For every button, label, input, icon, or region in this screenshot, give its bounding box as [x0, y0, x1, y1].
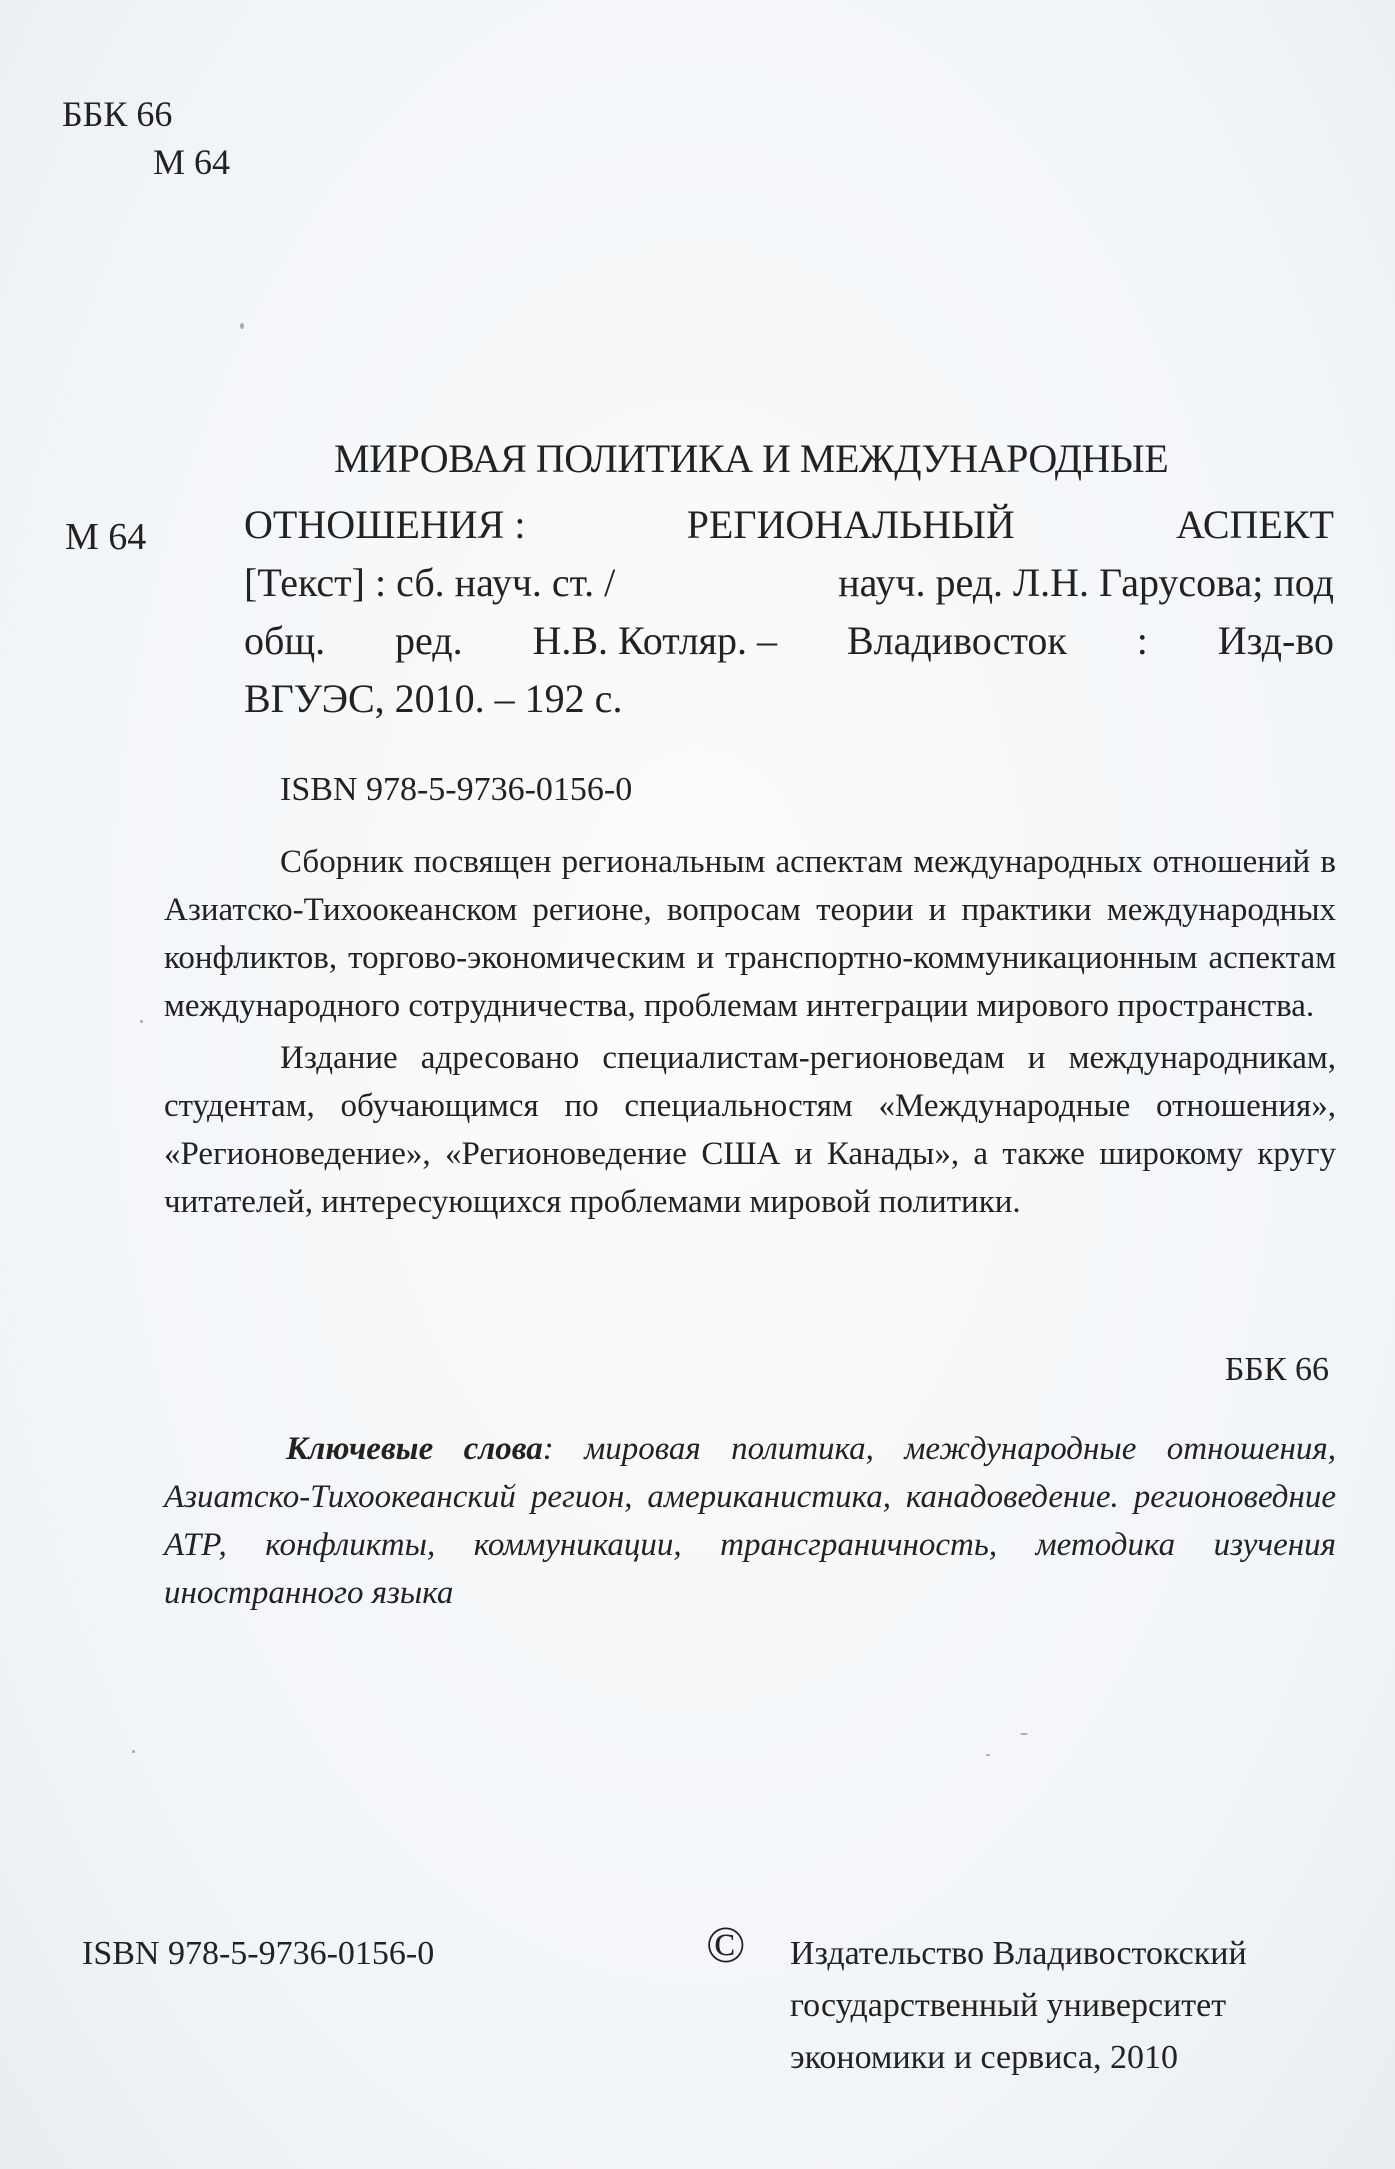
biblio-part: [Текст] : сб. науч. ст. / [244, 560, 616, 605]
title-part: АСПЕКТ [1175, 502, 1334, 547]
publisher-line-3: экономики и сервиса, 2010 [790, 2039, 1178, 2076]
keywords-label: Ключевые слова [286, 1431, 543, 1467]
bibliographic-line-3 [244, 612, 1334, 670]
scan-speck [140, 1020, 143, 1023]
annotation-paragraph-2: Издание адресовано специалистам-регионоведам и международникам, студентам, обучающимся по специальностям «Международные отношения», «Регионоведение», «Регионоведение США и Канады», а также широкому кругу читателей, интересующихся проблемами мировой политики. [164, 1040, 1336, 1220]
isbn-footer: ISBN 978-5-9736-0156-0 [82, 1935, 435, 1972]
biblio-part: ред. [395, 618, 463, 663]
publisher-line-1: Издательство Владивостокский [790, 1935, 1247, 1972]
keywords-block [164, 1425, 1336, 1617]
biblio-part: : [1136, 618, 1148, 663]
publisher-copyright [790, 1928, 1350, 2084]
title-part: РЕГИОНАЛЬНЫЙ [686, 502, 1015, 547]
annotation-paragraph-1: Сборник посвящен региональным аспектам международных отношений в Азиатско-Тихоокеанском регионе, вопросам теории и практики международных конфликтов, торгово-экономическим и транспортно-коммуникационным аспектам международного сотрудничества, проблемам интеграции мирового пространства. [164, 844, 1336, 1024]
biblio-part: Изд-во [1217, 618, 1334, 663]
book-title-line1: МИРОВАЯ ПОЛИТИКА И МЕЖДУНАРОДНЫЕ [334, 436, 1169, 481]
scan-speck [1020, 1733, 1028, 1735]
biblio-part: общ. [244, 618, 326, 663]
bibliographic-line-2 [244, 554, 1334, 612]
copyright-icon: © [706, 1917, 746, 1974]
scan-speck [240, 323, 244, 329]
isbn-entry: ISBN 978-5-9736-0156-0 [280, 771, 633, 808]
scan-speck [132, 1750, 135, 1753]
biblio-part: ВГУЭС, 2010. – 192 с. [244, 676, 623, 721]
bbk-classification-right: ББК 66 [1224, 1351, 1329, 1388]
biblio-part: науч. ред. Л.Н. Гарусова; под [838, 560, 1334, 605]
author-mark-entry: М 64 [65, 516, 147, 558]
scan-speck [986, 1754, 990, 1756]
annotation [164, 838, 1336, 1226]
bibliographic-entry [244, 496, 1334, 728]
bibliographic-line-1 [244, 496, 1334, 554]
keywords-text: : мировая политика, международные отношения, Азиатско-Тихоокеанский регион, американистика, канадоведение. регионоведние АТР, конфликты, коммуникации, трансграничность, методика изучения иностранного языка [164, 1431, 1337, 1611]
biblio-part: Владивосток [846, 618, 1067, 663]
author-mark-top: М 64 [153, 142, 231, 182]
biblio-part: Н.В. Котляр. – [532, 618, 778, 663]
bibliographic-line-4 [244, 670, 1334, 728]
bbk-classification-top: ББК 66 [62, 94, 173, 134]
publisher-line-2: государственный университет [790, 1987, 1227, 2024]
title-part: ОТНОШЕНИЯ : [244, 502, 526, 547]
